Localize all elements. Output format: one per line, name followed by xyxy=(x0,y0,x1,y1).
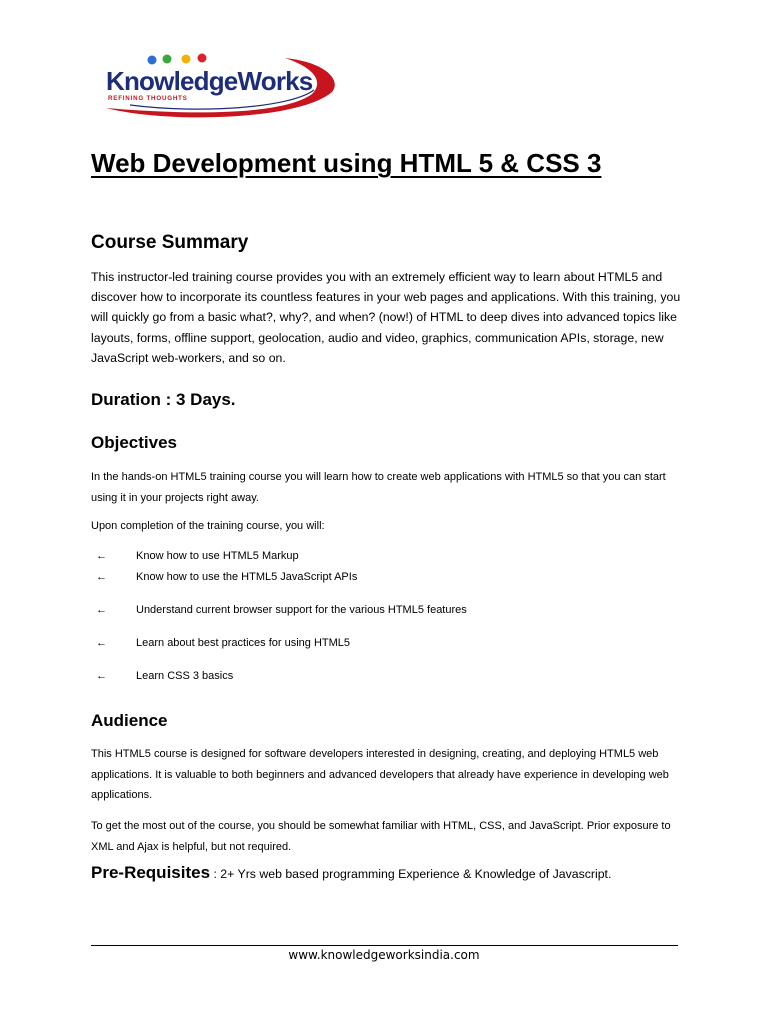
objective-item-text: Learn about best practices for using HTML5 xyxy=(136,637,351,649)
course-summary-text: This instructor-led training course provides you with an extremely efficient way to learn about HTML5 and discover how to incorporate its countless features in your web pages and applications. With this training, you will quickly go from a basic what?, why?, and when? (now!) of HTML to deep dives into advanced topics like layouts, forms, offline support, geolocation, audio and video, graphics, communication APIs, storage, new JavaScript web-workers, and so on. xyxy=(91,270,681,365)
logo-dot-green xyxy=(163,55,172,64)
objective-item xyxy=(96,669,233,683)
knowledgeworks-logo xyxy=(100,50,340,120)
logo-dot-blue xyxy=(148,56,157,65)
prerequisites-value: : 2+ Yrs web based programming Experience & Knowledge of Javascript. xyxy=(210,867,612,881)
objectives-lead: Upon completion of the training course, you will: xyxy=(91,520,325,532)
logo-wordmark: KnowledgeWorks xyxy=(106,66,313,96)
objective-item xyxy=(96,549,299,563)
footer-divider xyxy=(91,945,678,946)
objective-item-text: Know how to use the HTML5 JavaScript APIs xyxy=(136,571,358,583)
audience-heading: Audience xyxy=(91,711,168,730)
objective-item-text: Know how to use HTML5 Markup xyxy=(136,550,299,562)
logo-tagline: REFINING THOUGHTS xyxy=(108,95,188,102)
prerequisites-line xyxy=(91,863,611,883)
audience-paragraph-2: To get the most out of the course, you should be somewhat familiar with HTML, CSS, and JavaScript. Prior exposure to XML and Ajax is helpful, but not required. xyxy=(91,820,671,853)
prerequisites-label: Pre-Requisites xyxy=(91,863,211,882)
left-arrow-icon: ← xyxy=(96,670,107,682)
document-title: Web Development using HTML 5 & CSS 3 xyxy=(91,148,602,178)
objective-item-text: Understand current browser support for the various HTML5 features xyxy=(136,604,467,616)
left-arrow-icon: ← xyxy=(96,604,107,616)
objectives-heading: Objectives xyxy=(91,433,177,452)
left-arrow-icon: ← xyxy=(96,550,107,562)
footer-url: www.knowledgeworksindia.com xyxy=(288,948,480,962)
left-arrow-icon: ← xyxy=(96,637,107,649)
course-summary-heading: Course Summary xyxy=(91,232,249,253)
left-arrow-icon: ← xyxy=(96,571,107,583)
audience-paragraph-1: This HTML5 course is designed for software developers interested in designing, creating, and deploying HTML5 web applications. It is valuable to both beginners and advanced developers that already have experience in developing web applications. xyxy=(91,748,669,801)
logo-dot-red xyxy=(198,54,207,63)
logo-dot-yellow xyxy=(182,55,191,64)
objective-item xyxy=(96,636,350,650)
objectives-intro: In the hands-on HTML5 training course you will learn how to create web applications with HTML5 so that you can start using it in your projects right away. xyxy=(91,471,666,504)
logo-dots xyxy=(148,54,207,65)
objective-item-text: Learn CSS 3 basics xyxy=(136,670,234,682)
objective-item xyxy=(96,570,357,584)
objective-item xyxy=(96,603,467,617)
duration-heading: Duration : 3 Days. xyxy=(91,390,236,409)
